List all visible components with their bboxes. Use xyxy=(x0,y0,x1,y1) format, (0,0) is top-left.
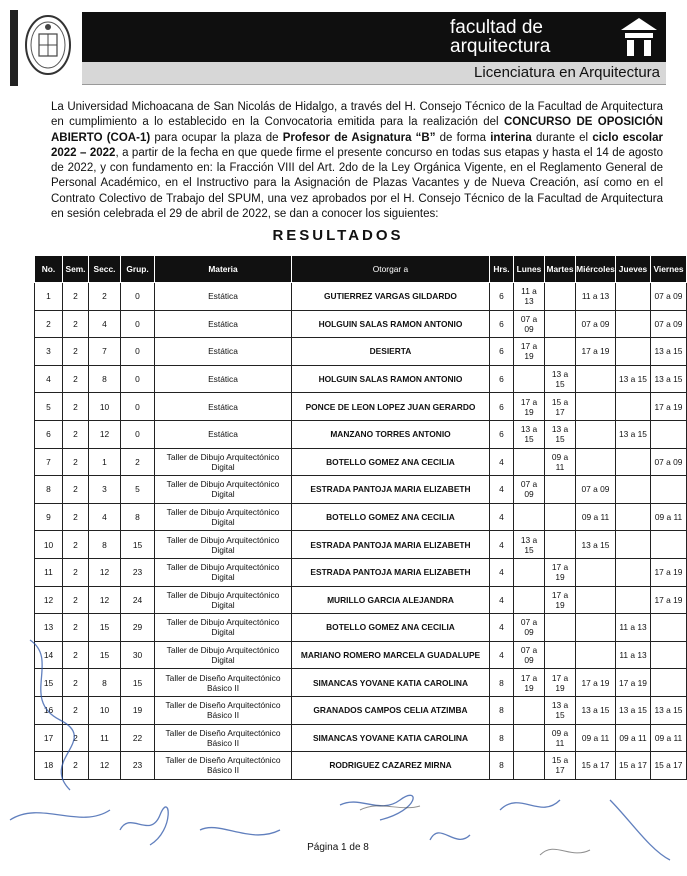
table-cell xyxy=(616,393,651,421)
table-cell: 09 a 11 xyxy=(545,724,576,752)
table-cell: 07 a 09 xyxy=(651,448,687,476)
table-cell: 13 a 15 xyxy=(576,696,616,724)
table-row xyxy=(35,696,687,724)
table-cell: 6 xyxy=(490,283,514,311)
table-cell: 23 xyxy=(121,752,155,780)
table-cell: SIMANCAS YOVANE KATIA CAROLINA xyxy=(292,724,490,752)
table-cell: 2 xyxy=(63,393,89,421)
table-cell xyxy=(651,420,687,448)
table-cell: 8 xyxy=(89,365,121,393)
table-cell xyxy=(576,614,616,642)
table-cell: 4 xyxy=(490,586,514,614)
table-cell xyxy=(514,752,545,780)
table-cell: 2 xyxy=(63,420,89,448)
table-cell: 6 xyxy=(490,310,514,338)
table-cell: 11 a 13 xyxy=(616,641,651,669)
table-cell: 4 xyxy=(490,531,514,559)
table-row xyxy=(35,310,687,338)
table-cell xyxy=(545,283,576,311)
table-cell: 0 xyxy=(121,365,155,393)
table-row xyxy=(35,393,687,421)
table-cell: 09 a 11 xyxy=(576,724,616,752)
table-cell xyxy=(576,448,616,476)
table-cell: 13 a 15 xyxy=(576,531,616,559)
table-cell xyxy=(545,531,576,559)
table-cell: 12 xyxy=(35,586,63,614)
col-header: Martes xyxy=(545,256,576,283)
table-cell xyxy=(616,338,651,366)
table-cell: 8 xyxy=(89,669,121,697)
table-cell xyxy=(545,503,576,531)
table-cell: 19 xyxy=(121,696,155,724)
col-header: Lunes xyxy=(514,256,545,283)
table-row xyxy=(35,365,687,393)
table-cell: 15 a 17 xyxy=(651,752,687,780)
table-cell: 09 a 11 xyxy=(651,724,687,752)
table-cell: 3 xyxy=(89,476,121,504)
table-cell: 15 xyxy=(89,641,121,669)
table-cell: 8 xyxy=(490,696,514,724)
table-cell: 1 xyxy=(89,448,121,476)
table-cell: Taller de Dibujo Arquitectónico Digital xyxy=(155,531,292,559)
col-header: Viernes xyxy=(651,256,687,283)
table-cell: DESIERTA xyxy=(292,338,490,366)
table-cell: 6 xyxy=(490,393,514,421)
table-row xyxy=(35,531,687,559)
table-cell: BOTELLO GOMEZ ANA CECILIA xyxy=(292,614,490,642)
table-cell: 07 a 09 xyxy=(576,310,616,338)
table-cell xyxy=(514,448,545,476)
table-row xyxy=(35,641,687,669)
table-cell: 2 xyxy=(63,696,89,724)
table-cell: 5 xyxy=(35,393,63,421)
table-cell: 15 a 17 xyxy=(545,752,576,780)
table-cell: 6 xyxy=(35,420,63,448)
table-cell: 15 xyxy=(35,669,63,697)
table-cell: 11 a 13 xyxy=(576,283,616,311)
table-cell: 0 xyxy=(121,393,155,421)
table-cell: 8 xyxy=(121,503,155,531)
university-seal-icon xyxy=(24,14,72,76)
table-cell: PONCE DE LEON LOPEZ JUAN GERARDO xyxy=(292,393,490,421)
table-cell: 2 xyxy=(63,365,89,393)
table-cell: 07 a 09 xyxy=(514,476,545,504)
results-table xyxy=(34,255,687,780)
table-cell: 2 xyxy=(63,476,89,504)
table-cell: 13 a 15 xyxy=(616,365,651,393)
table-cell: SIMANCAS YOVANE KATIA CAROLINA xyxy=(292,669,490,697)
table-cell xyxy=(514,558,545,586)
results-title: RESULTADOS xyxy=(272,227,404,244)
table-cell xyxy=(514,365,545,393)
table-cell: Taller de Dibujo Arquitectónico Digital xyxy=(155,558,292,586)
table-row xyxy=(35,724,687,752)
table-cell: 09 a 11 xyxy=(576,503,616,531)
table-cell: 11 a 13 xyxy=(616,614,651,642)
table-cell: Taller de Diseño Arquitectónico Básico II xyxy=(155,669,292,697)
table-row xyxy=(35,476,687,504)
table-row xyxy=(35,338,687,366)
table-row xyxy=(35,283,687,311)
col-header: Miércoles xyxy=(576,256,616,283)
table-cell xyxy=(651,476,687,504)
table-cell: Taller de Diseño Arquitectónico Básico II xyxy=(155,724,292,752)
table-cell: 13 a 15 xyxy=(616,696,651,724)
table-cell: 4 xyxy=(89,310,121,338)
table-cell xyxy=(651,641,687,669)
table-cell xyxy=(576,641,616,669)
table-cell: 4 xyxy=(490,476,514,504)
table-header-row xyxy=(35,256,687,283)
table-cell xyxy=(514,586,545,614)
table-row xyxy=(35,586,687,614)
table-cell: 13 a 15 xyxy=(514,531,545,559)
col-header: Otorgar a xyxy=(292,256,490,283)
table-cell: 13 a 15 xyxy=(545,696,576,724)
table-cell: Estática xyxy=(155,365,292,393)
table-cell: 13 a 15 xyxy=(651,365,687,393)
col-header: No. xyxy=(35,256,63,283)
table-cell: 30 xyxy=(121,641,155,669)
table-cell: 0 xyxy=(121,310,155,338)
table-cell: Estática xyxy=(155,310,292,338)
table-cell: 12 xyxy=(89,420,121,448)
table-cell: 2 xyxy=(63,586,89,614)
table-cell: 3 xyxy=(35,338,63,366)
table-cell: 15 xyxy=(121,531,155,559)
intro-paragraph: La Universidad Michoacana de San Nicolás de Hidalgo, a través del H. Consejo Técnico de la Facultad de Arquitectura en cumplimiento a lo establecido en la Convocatoria emitida para la realización del CONCURSO DE OPOSICIÓN ABIERTO (COA-1) para ocupar la plaza de Profesor de Asignatura “B” de forma interina durante el ciclo escolar 2022 – 2022, a partir de la fecha en que quede firme el presente concurso en todas sus etapas y hasta el 14 de agosto de 2022, y con fundamento en: la Fracción VIII del Art. 2do de la Ley Orgánica Vigente, en el Reglamento General de Personal Académico, en el Instructivo para la Asignación de Plazas Vacantes y de Nueva Creación, así como en el Contrato Colectivo de Trabajo del SPUM, una vez aprobados por el H. Consejo Técnico de la Facultad de Arquitectura en sesión celebrada el 29 de abril de 2022, se dan a conocer los siguientes: xyxy=(51,101,663,221)
table-cell xyxy=(545,614,576,642)
table-cell xyxy=(576,586,616,614)
table-cell: 11 xyxy=(35,558,63,586)
table-cell: Estática xyxy=(155,420,292,448)
table-cell: 17 xyxy=(35,724,63,752)
table-cell xyxy=(545,338,576,366)
table-cell: 7 xyxy=(35,448,63,476)
table-cell: 12 xyxy=(89,558,121,586)
table-cell xyxy=(616,310,651,338)
table-cell: 16 xyxy=(35,696,63,724)
col-header: Sem. xyxy=(63,256,89,283)
table-cell: 4 xyxy=(490,614,514,642)
col-header: Hrs. xyxy=(490,256,514,283)
table-cell: 6 xyxy=(490,338,514,366)
table-cell xyxy=(576,420,616,448)
table-cell: 4 xyxy=(490,448,514,476)
table-cell: 15 a 17 xyxy=(576,752,616,780)
table-cell: Taller de Diseño Arquitectónico Básico II xyxy=(155,696,292,724)
table-row xyxy=(35,448,687,476)
table-row xyxy=(35,752,687,780)
table-cell xyxy=(576,393,616,421)
table-cell xyxy=(514,503,545,531)
table-cell: 07 a 09 xyxy=(514,641,545,669)
table-cell: 17 a 19 xyxy=(651,586,687,614)
table-cell: 17 a 19 xyxy=(545,669,576,697)
header-left-strip xyxy=(10,10,18,86)
table-cell: 13 a 15 xyxy=(651,696,687,724)
table-cell: 09 a 11 xyxy=(616,724,651,752)
table-cell: 6 xyxy=(490,420,514,448)
table-cell: 15 xyxy=(121,669,155,697)
table-row xyxy=(35,420,687,448)
table-cell: 17 a 19 xyxy=(576,669,616,697)
table-cell: 09 a 11 xyxy=(651,503,687,531)
table-cell: ESTRADA PANTOJA MARIA ELIZABETH xyxy=(292,558,490,586)
table-cell: GUTIERREZ VARGAS GILDARDO xyxy=(292,283,490,311)
table-cell: 0 xyxy=(121,283,155,311)
table-cell: 10 xyxy=(89,393,121,421)
table-cell: Taller de Dibujo Arquitectónico Digital xyxy=(155,641,292,669)
table-row xyxy=(35,669,687,697)
table-cell: BOTELLO GOMEZ ANA CECILIA xyxy=(292,448,490,476)
table-cell: 2 xyxy=(63,724,89,752)
table-cell: 2 xyxy=(89,283,121,311)
table-cell: Taller de Dibujo Arquitectónico Digital xyxy=(155,503,292,531)
table-cell xyxy=(576,365,616,393)
table-cell: Taller de Dibujo Arquitectónico Digital xyxy=(155,448,292,476)
table-cell: ESTRADA PANTOJA MARIA ELIZABETH xyxy=(292,531,490,559)
table-cell: 4 xyxy=(490,558,514,586)
table-cell: 2 xyxy=(63,338,89,366)
table-cell xyxy=(651,614,687,642)
table-cell: 11 a 13 xyxy=(514,283,545,311)
table-cell: 4 xyxy=(35,365,63,393)
table-cell: 17 a 19 xyxy=(514,338,545,366)
table-cell: 12 xyxy=(89,586,121,614)
table-cell: 17 a 19 xyxy=(576,338,616,366)
table-cell: 4 xyxy=(490,503,514,531)
table-cell: 2 xyxy=(63,310,89,338)
table-cell: 5 xyxy=(121,476,155,504)
table-cell: 15 a 17 xyxy=(545,393,576,421)
table-cell: 22 xyxy=(121,724,155,752)
table-cell: 8 xyxy=(490,724,514,752)
table-cell: 17 a 19 xyxy=(651,393,687,421)
table-cell: 2 xyxy=(63,752,89,780)
table-cell: 13 xyxy=(35,614,63,642)
table-cell: HOLGUIN SALAS RAMON ANTONIO xyxy=(292,310,490,338)
table-cell: 17 a 19 xyxy=(545,586,576,614)
table-cell: 13 a 15 xyxy=(514,420,545,448)
table-cell: GRANADOS CAMPOS CELIA ATZIMBA xyxy=(292,696,490,724)
program-name: Licenciatura en Arquitectura xyxy=(474,64,660,81)
table-cell: 2 xyxy=(35,310,63,338)
table-cell: 4 xyxy=(490,641,514,669)
table-cell xyxy=(576,558,616,586)
table-cell: 18 xyxy=(35,752,63,780)
table-cell: 17 a 19 xyxy=(616,669,651,697)
table-cell: 07 a 09 xyxy=(651,310,687,338)
table-cell: 13 a 15 xyxy=(545,420,576,448)
table-cell xyxy=(514,696,545,724)
table-cell: 10 xyxy=(89,696,121,724)
table-cell: MURILLO GARCIA ALEJANDRA xyxy=(292,586,490,614)
table-cell: 8 xyxy=(35,476,63,504)
table-cell xyxy=(651,531,687,559)
table-cell xyxy=(514,724,545,752)
table-cell: 09 a 11 xyxy=(545,448,576,476)
table-cell: 2 xyxy=(63,531,89,559)
table-cell: MANZANO TORRES ANTONIO xyxy=(292,420,490,448)
col-header: Jueves xyxy=(616,256,651,283)
table-cell: 13 a 15 xyxy=(616,420,651,448)
table-cell: 2 xyxy=(63,448,89,476)
table-cell: 8 xyxy=(490,752,514,780)
col-header: Secc. xyxy=(89,256,121,283)
table-cell: 2 xyxy=(63,669,89,697)
table-cell: 29 xyxy=(121,614,155,642)
table-cell: 24 xyxy=(121,586,155,614)
table-cell: 8 xyxy=(490,669,514,697)
table-cell xyxy=(616,503,651,531)
table-cell xyxy=(616,558,651,586)
table-cell: ESTRADA PANTOJA MARIA ELIZABETH xyxy=(292,476,490,504)
table-cell: 2 xyxy=(121,448,155,476)
table-cell: Taller de Dibujo Arquitectónico Digital xyxy=(155,586,292,614)
table-cell: Taller de Dibujo Arquitectónico Digital xyxy=(155,614,292,642)
table-cell: Taller de Dibujo Arquitectónico Digital xyxy=(155,476,292,504)
table-cell: 07 a 09 xyxy=(651,283,687,311)
table-cell: 2 xyxy=(63,503,89,531)
table-cell: 2 xyxy=(63,558,89,586)
table-row xyxy=(35,614,687,642)
page-number: Página 1 de 8 xyxy=(307,842,369,853)
table-cell: HOLGUIN SALAS RAMON ANTONIO xyxy=(292,365,490,393)
table-cell: 17 a 19 xyxy=(514,393,545,421)
table-cell: 8 xyxy=(89,531,121,559)
table-cell: Estática xyxy=(155,393,292,421)
table-cell: 9 xyxy=(35,503,63,531)
table-cell: 6 xyxy=(490,365,514,393)
table-cell xyxy=(545,476,576,504)
table-cell: 07 a 09 xyxy=(514,310,545,338)
table-cell: 14 xyxy=(35,641,63,669)
table-cell xyxy=(545,310,576,338)
table-cell: 11 xyxy=(89,724,121,752)
table-cell: 17 a 19 xyxy=(514,669,545,697)
table-cell: Taller de Diseño Arquitectónico Básico II xyxy=(155,752,292,780)
table-cell: 4 xyxy=(89,503,121,531)
table-cell: 17 a 19 xyxy=(545,558,576,586)
table-row xyxy=(35,558,687,586)
table-cell xyxy=(616,531,651,559)
table-cell: 1 xyxy=(35,283,63,311)
table-cell: 2 xyxy=(63,283,89,311)
table-cell: 10 xyxy=(35,531,63,559)
table-cell: 17 a 19 xyxy=(651,558,687,586)
table-cell: Estática xyxy=(155,338,292,366)
faculty-name: facultad de arquitectura xyxy=(450,17,551,57)
table-cell xyxy=(616,586,651,614)
table-cell: 2 xyxy=(63,641,89,669)
table-cell: BOTELLO GOMEZ ANA CECILIA xyxy=(292,503,490,531)
table-cell: 7 xyxy=(89,338,121,366)
table-cell: RODRIGUEZ CAZAREZ MIRNA xyxy=(292,752,490,780)
table-cell xyxy=(651,669,687,697)
table-cell: 13 a 15 xyxy=(545,365,576,393)
table-cell: 2 xyxy=(63,614,89,642)
table-cell: 0 xyxy=(121,420,155,448)
table-cell: MARIANO ROMERO MARCELA GUADALUPE xyxy=(292,641,490,669)
table-cell: 13 a 15 xyxy=(651,338,687,366)
table-cell xyxy=(545,641,576,669)
table-cell: 07 a 09 xyxy=(576,476,616,504)
table-cell: 23 xyxy=(121,558,155,586)
table-cell: Estática xyxy=(155,283,292,311)
col-header: Materia xyxy=(155,256,292,283)
table-row xyxy=(35,503,687,531)
table-cell xyxy=(616,476,651,504)
table-cell: 15 a 17 xyxy=(616,752,651,780)
architecture-logo-icon xyxy=(617,14,661,58)
table-cell: 0 xyxy=(121,338,155,366)
table-cell xyxy=(616,448,651,476)
table-cell: 15 xyxy=(89,614,121,642)
table-cell xyxy=(616,283,651,311)
table-cell: 07 a 09 xyxy=(514,614,545,642)
table-cell: 12 xyxy=(89,752,121,780)
col-header: Grup. xyxy=(121,256,155,283)
